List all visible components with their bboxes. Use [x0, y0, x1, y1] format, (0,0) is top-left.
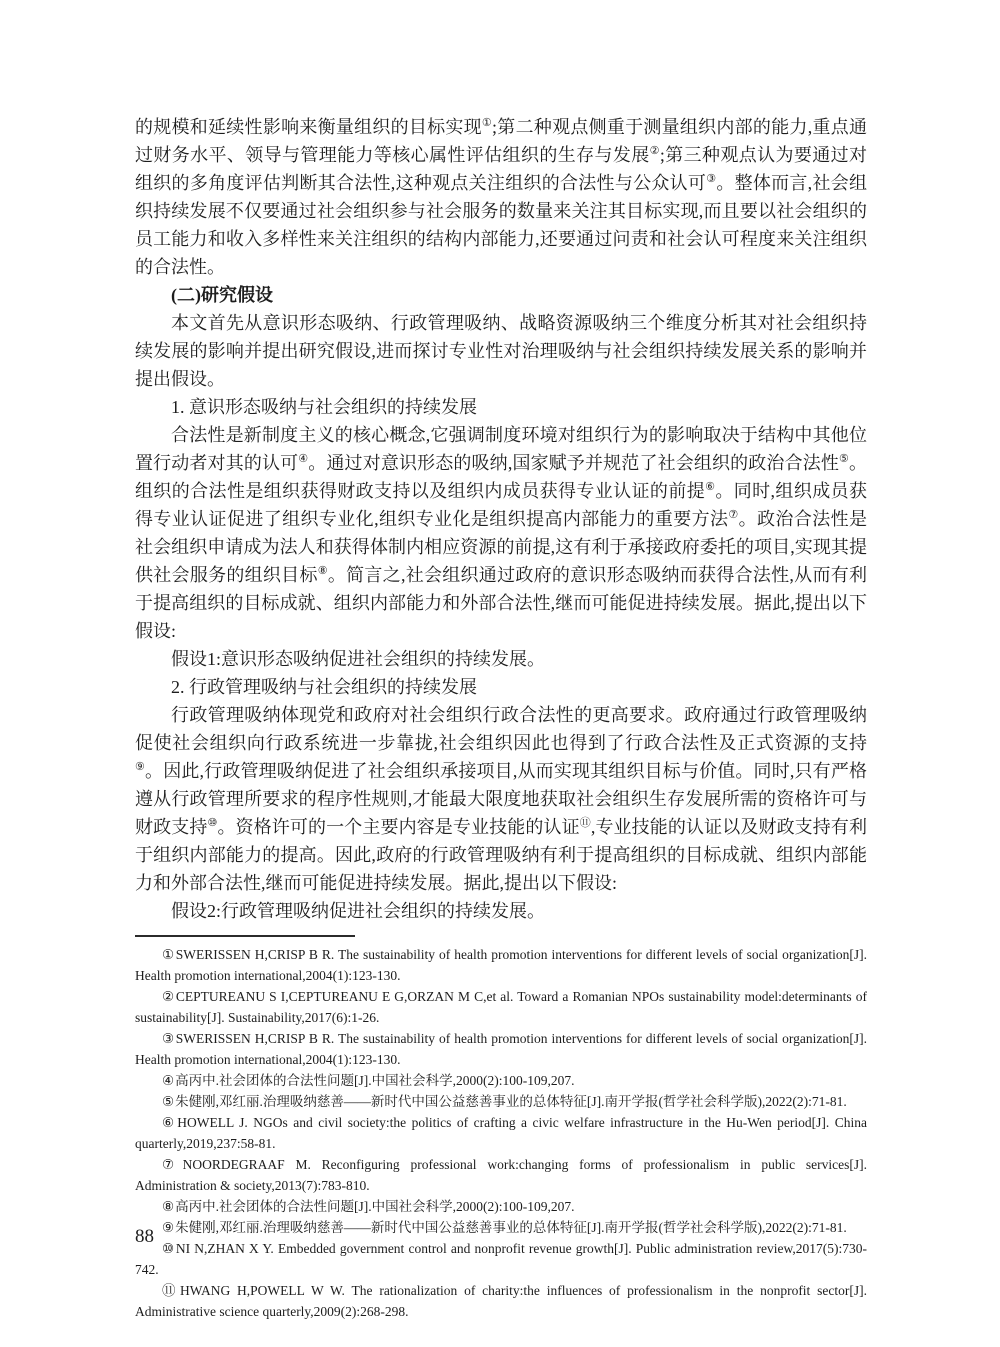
footnote-text: 朱健刚,邓红丽.治理吸纳慈善——新时代中国公益慈善事业的总体特征[J].南开学报(哲学社会科学版),2022(2):71-81. — [175, 1220, 847, 1235]
footnote-text: NOORDEGRAAF M. Reconfiguring professional work:changing forms of professionalism in public services[J]. Administration & society,2013(7):783-810. — [135, 1157, 868, 1193]
section-heading: (二)研究假设 — [171, 285, 273, 305]
body-paragraph: 行政管理吸纳体现党和政府对社会组织行政合法性的更高要求。政府通过行政管理吸纳促使社会组织向行政系统进一步靠拢,社会组织因此也得到了行政合法性及正式资源的支持⑨。因此,行政管理吸纳促进了社会组织承接项目,从而实现其组织目标与价值。同时,只有严格遵从行政管理所要求的程序性规则,才能最大限度地获取社会组织生存发展所需的资格许可与财政支持⑩。资格许可的一个主要内容是专业技能的认证⑪,专业技能的认证以及财政支持有利于组织内部能力的提高。因此,政府的行政管理吸纳有利于提高组织的目标成就、组织内部能力和外部合法性,继而可能促进持续发展。据此,提出以下假设: — [135, 705, 868, 893]
footnote-item — [135, 1091, 867, 1112]
footnote-marker: ⑧ — [162, 1199, 175, 1214]
footnote-item — [135, 1280, 867, 1322]
footnote-separator — [135, 935, 355, 937]
footnote-text: 高丙中.社会团体的合法性问题[J].中国社会科学,2000(2):100-109,207. — [175, 1199, 575, 1214]
footnote-item — [135, 1217, 867, 1238]
footnote-text: HWANG H,POWELL W W. The rationalization of charity:the influences of professionalism in the nonprofit sector[J]. Administrative science quarterly,2009(2):268-298. — [135, 1283, 867, 1319]
footnote-text: SWERISSEN H,CRISP B R. The sustainability of health promotion interventions for different levels of social organization[J]. Health promotion international,2004(1):123-130. — [135, 1031, 867, 1067]
hypothesis-statement: 假设2:行政管理吸纳促进社会组织的持续发展。 — [171, 901, 545, 921]
footnote-item — [135, 1154, 867, 1196]
footnote-marker: ③ — [162, 1031, 175, 1046]
hypothesis-statement: 假设1:意识形态吸纳促进社会组织的持续发展。 — [171, 649, 545, 669]
footnote-text: 高丙中.社会团体的合法性问题[J].中国社会科学,2000(2):100-109,207. — [175, 1073, 575, 1088]
footnote-item — [135, 1028, 867, 1070]
footnote-marker: ⑩ — [162, 1241, 175, 1256]
body-paragraph: 本文首先从意识形态吸纳、行政管理吸纳、战略资源吸纳三个维度分析其对社会组织持续发展的影响并提出研究假设,进而探讨专业性对治理吸纳与社会组织持续发展关系的影响并提出假设。 — [135, 313, 867, 389]
subsection-heading: 1. 意识形态吸纳与社会组织的持续发展 — [171, 397, 477, 417]
footnotes-section — [135, 944, 867, 1322]
footnote-item — [135, 944, 867, 986]
footnote-marker: ① — [162, 947, 175, 962]
page-number: 88 — [135, 1226, 154, 1247]
footnote-marker: ⑦ — [162, 1157, 182, 1172]
footnote-item — [135, 1112, 867, 1154]
article-body — [135, 113, 867, 925]
body-paragraph: 的规模和延续性影响来衡量组织的目标实现①;第二种观点侧重于测量组织内部的能力,重点通过财务水平、领导与管理能力等核心属性评估组织的生存与发展②;第三种观点认为要通过对组织的多角度评估判断其合法性,这种观点关注组织的合法性与公众认可③。整体而言,社会组织持续发展不仅要通过社会组织参与社会服务的数量来关注其目标实现,而且要以社会组织的员工能力和收入多样性来关注组织的结构内部能力,还要通过问责和社会认可程度来关注组织的合法性。 — [135, 117, 868, 277]
footnote-text: NI N,ZHAN X Y. Embedded government control and nonprofit revenue growth[J]. Public administration review,2017(5):730-742. — [135, 1241, 867, 1277]
footnote-marker: ② — [162, 989, 175, 1004]
footnote-item — [135, 1070, 867, 1091]
footnote-text: 朱健刚,邓红丽.治理吸纳慈善——新时代中国公益慈善事业的总体特征[J].南开学报(哲学社会科学版),2022(2):71-81. — [175, 1094, 847, 1109]
footnote-marker: ④ — [162, 1073, 175, 1088]
footnote-item — [135, 986, 867, 1028]
footnote-text: CEPTUREANU S I,CEPTUREANU E G,ORZAN M C,et al. Toward a Romanian NPOs sustainability model:determinants of sustainability[J]. Sustainability,2017(6):1-26. — [135, 989, 867, 1025]
subsection-heading: 2. 行政管理吸纳与社会组织的持续发展 — [171, 677, 477, 697]
body-paragraph: 合法性是新制度主义的核心概念,它强调制度环境对组织行为的影响取决于结构中其他位置行动者对其的认可④。通过对意识形态的吸纳,国家赋予并规范了社会组织的政治合法性⑤。组织的合法性是组织获得财政支持以及组织内成员获得专业认证的前提⑥。同时,组织成员获得专业认证促进了组织专业化,组织专业化是组织提高内部能力的重要方法⑦。政治合法性是社会组织申请成为法人和获得体制内相应资源的前提,这有利于承接政府委托的项目,实现其提供社会服务的组织目标⑧。简言之,社会组织通过政府的意识形态吸纳而获得合法性,从而有利于提高组织的目标成就、组织内部能力和外部合法性,继而可能促进持续发展。据此,提出以下假设: — [135, 425, 868, 641]
footnote-marker: ⑪ — [162, 1283, 179, 1298]
footnote-text: HOWELL J. NGOs and civil society:the politics of crafting a civic welfare infrastructure in the Hu-Wen period[J]. China quarterly,2019,237:58-81. — [135, 1115, 868, 1151]
footnote-marker: ⑥ — [162, 1115, 177, 1130]
footnote-text: SWERISSEN H,CRISP B R. The sustainability of health promotion interventions for different levels of social organization[J]. Health promotion international,2004(1):123-130. — [135, 947, 867, 983]
footnote-item — [135, 1238, 867, 1280]
footnote-marker: ⑤ — [162, 1094, 175, 1109]
footnote-item — [135, 1196, 867, 1217]
footnote-marker: ⑨ — [162, 1220, 175, 1235]
